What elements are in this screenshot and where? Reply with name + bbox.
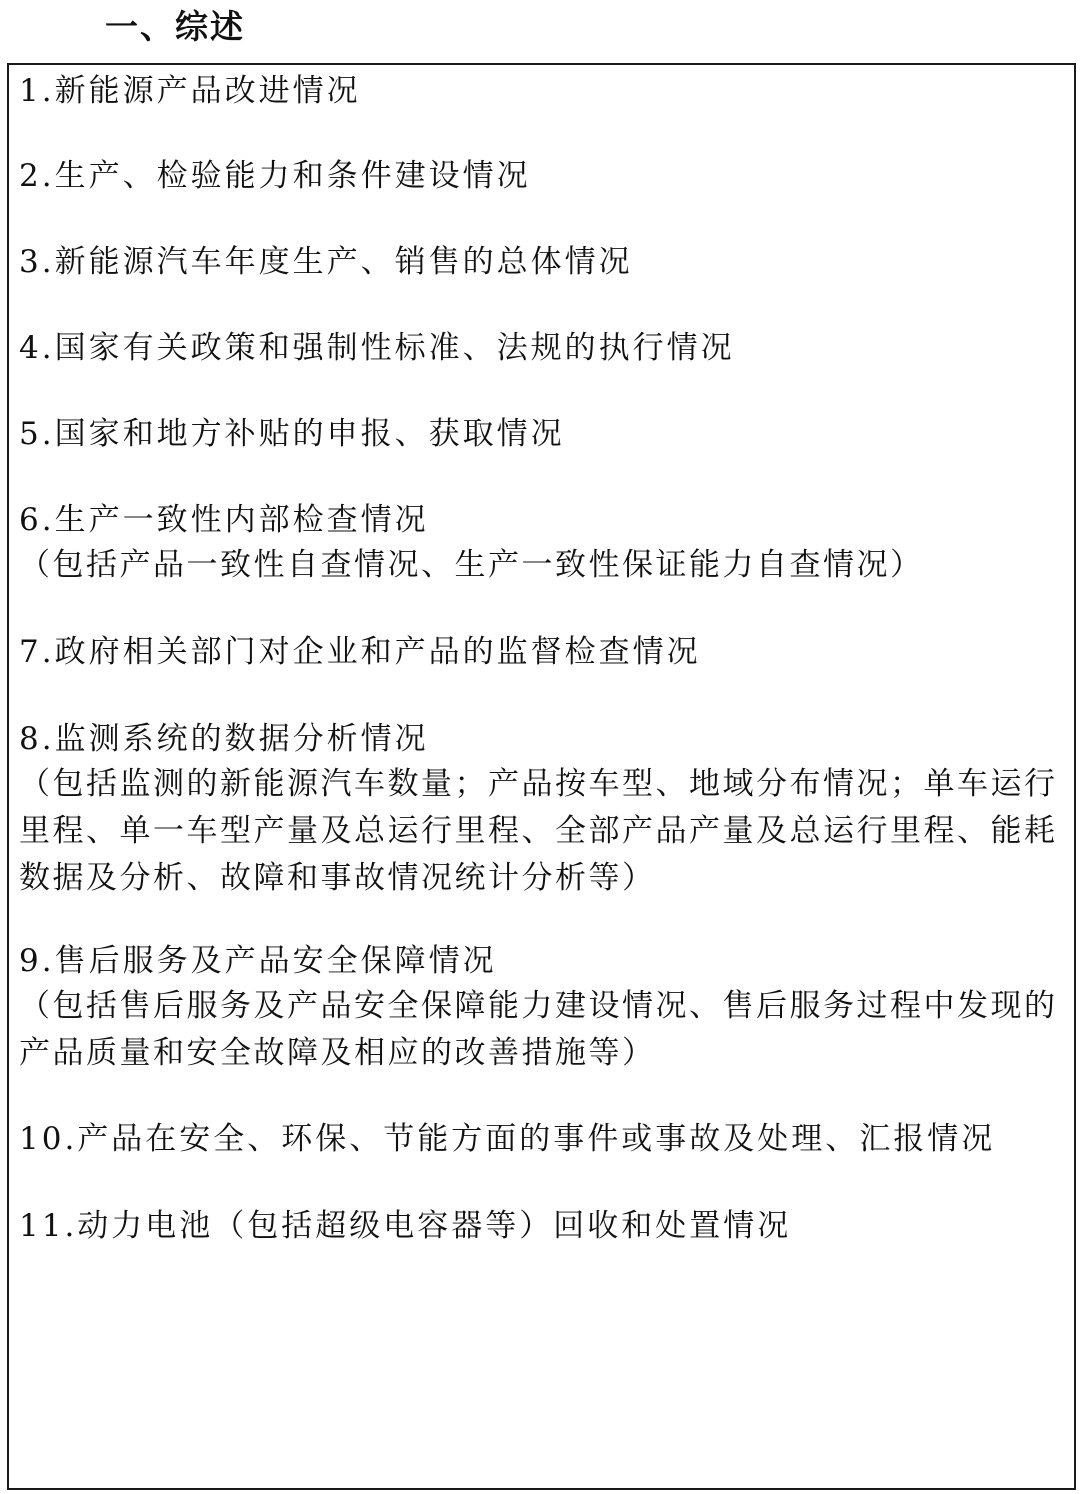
list-item-5 (19, 412, 1066, 456)
list-item-2 (19, 154, 1066, 198)
list-item-1 (19, 69, 1066, 113)
item-title: 8.监测系统的数据分析情况 (19, 721, 429, 757)
item-title: 1.新能源产品改进情况 (19, 73, 361, 109)
item-title: 2.生产、检验能力和条件建设情况 (19, 158, 531, 194)
item-detail: （包括产品一致性自查情况、生产一致性保证能力自查情况） (19, 547, 924, 583)
item-title: 7.政府相关部门对企业和产品的监督检查情况 (19, 634, 701, 670)
content-box (7, 63, 1076, 1490)
item-detail: （包括售后服务及产品安全保障能力建设情况、售后服务过程中发现的产品质量和安全故障及相应的改善措施等） (19, 988, 1058, 1071)
item-title: 3.新能源汽车年度生产、销售的总体情况 (19, 244, 633, 280)
section-heading: 一、综述 (105, 7, 245, 46)
list-item-3 (19, 240, 1066, 284)
item-detail: （包括监测的新能源汽车数量；产品按车型、地域分布情况；单车运行里程、单一车型产量及总运行里程、全部产品产量及总运行里程、能耗数据及分析、故障和事故情况统计分析等） (19, 766, 1058, 896)
item-title: 11.动力电池（包括超级电容器等）回收和处置情况 (19, 1208, 792, 1244)
list-item-4 (19, 326, 1066, 370)
list-item-11 (19, 1204, 1066, 1248)
item-title: 9.售后服务及产品安全保障情况 (19, 943, 497, 979)
list-item-6 (19, 498, 1066, 589)
list-item-8 (19, 717, 1066, 902)
item-title: 10.产品在安全、环保、节能方面的事件或事故及处理、汇报情况 (19, 1121, 996, 1157)
item-title: 5.国家和地方补贴的申报、获取情况 (19, 416, 565, 452)
item-title: 6.生产一致性内部检查情况 (19, 502, 429, 538)
list-item-9 (19, 939, 1066, 1077)
list-item-10 (19, 1117, 1066, 1161)
list-item-7 (19, 630, 1066, 674)
item-title: 4.国家有关政策和强制性标准、法规的执行情况 (19, 330, 735, 366)
